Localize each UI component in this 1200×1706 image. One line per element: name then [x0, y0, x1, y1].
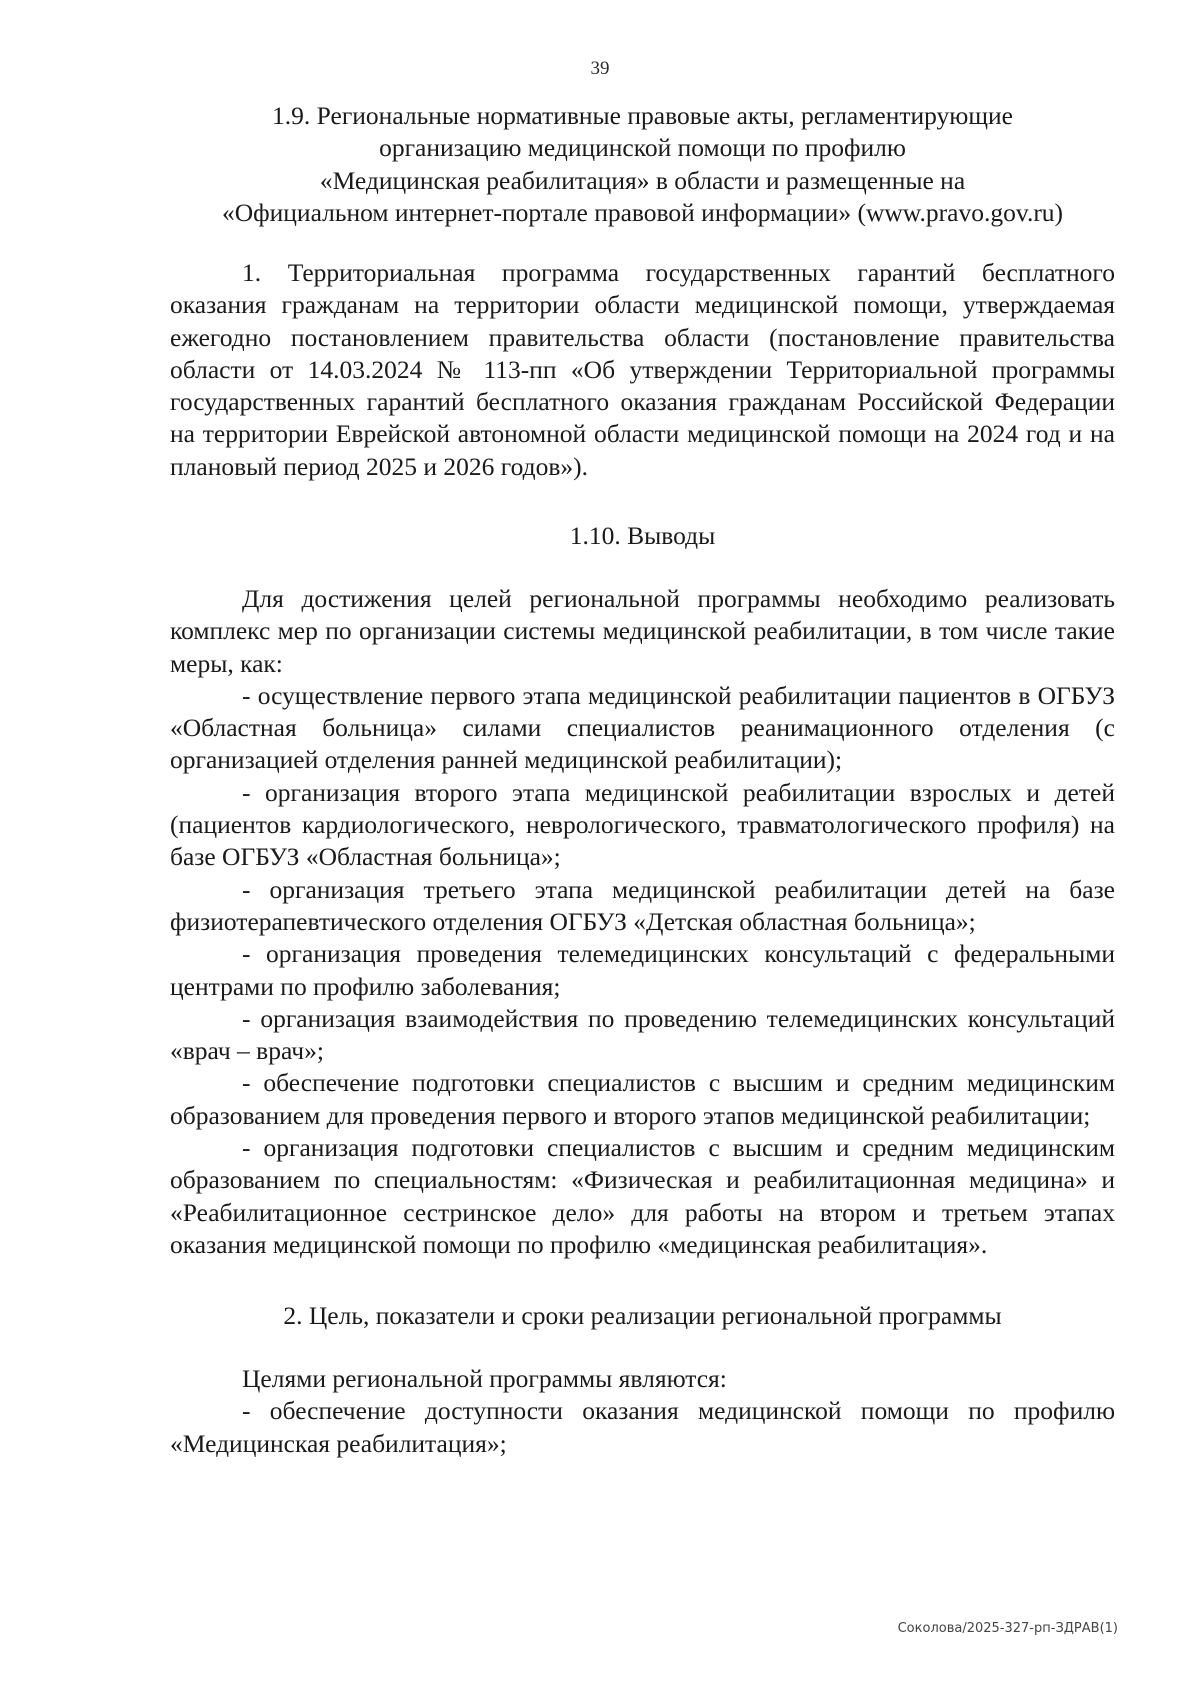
- section-1-10-heading: [170, 520, 1115, 552]
- section-heading: 2. Цель, показатели и сроки реализации региональной программы: [283, 1301, 1002, 1330]
- section-heading: 1.10. Выводы: [569, 521, 716, 550]
- section-1-10-body: [170, 583, 1115, 1261]
- section-1-9-heading-line: «Официальном интернет-портале правовой информации» (www.pravo.gov.ru): [221, 197, 1064, 227]
- section-1-9-heading-line: организацию медицинской помощи по профилю: [379, 133, 906, 163]
- list-item: - обеспечение доступности оказания медицинской помощи по профилю «Медицинская реабилитация»;: [170, 1396, 1115, 1458]
- list-item: - осуществление первого этапа медицинской реабилитации пациентов в ОГБУЗ «Областная больница» силами специалистов реанимационного отделения (с организацией отделения ранней медицинской реабилитации);: [170, 680, 1115, 775]
- section-2-heading: [170, 1300, 1115, 1332]
- list-item: 1. Территориальная программа государственных гарантий бесплатного оказания гражданам на территории области медицинской помощи, утверждаемая ежегодно постановлением правительства области (постановление правительства области от 14.03.2024 № 113-пп «Об утверждении Территориальной программы государственных гарантий бесплатного оказания гражданам Российской Федерации на территории Еврейской автономной области медицинской помощи на 2024 год и на плановый период 2025 и 2026 годов»).: [170, 258, 1115, 481]
- list-item: - организация второго этапа медицинской реабилитации взрослых и детей (пациентов кардиологического, неврологического, травматологического профиля) на базе ОГБУЗ «Областная больница»;: [170, 777, 1115, 872]
- section-1-9-heading-line: 1.9. Региональные нормативные правовые акты, регламентирующие: [272, 101, 1013, 130]
- section-1-9-list: [170, 257, 1115, 483]
- list-item: - организация взаимодействия по проведению телемедицинских консультаций «врач – врач»;: [170, 1003, 1115, 1066]
- document-footer-code: Соколова/2025-327-рп-ЗДРАВ(1): [897, 1621, 1118, 1636]
- paragraph: Целями региональной программы являются:: [242, 1364, 727, 1393]
- section-1-9-heading-line: «Медицинская реабилитация» в области и размещенные на: [319, 165, 966, 195]
- list-item: - обеспечение подготовки специалистов с высшим и средним медицинским образованием для проведения первого и второго этапов медицинской реабилитации;: [170, 1068, 1115, 1130]
- page-number: 39: [590, 58, 610, 79]
- section-1-9-heading: [170, 100, 1115, 229]
- list-item: - организация подготовки специалистов с высшим и средним медицинским образованием по специальностям: «Физическая и реабилитационная медицина» и «Реабилитационное сестринское дело» для работы на втором и третьем этапах оказания медицинской помощи по профилю «медицинская реабилитация».: [170, 1133, 1115, 1259]
- list-item: - организация проведения телемедицинских консультаций с федеральными центрами по профилю заболевания;: [170, 939, 1115, 1001]
- section-2-body: [170, 1363, 1115, 1460]
- list-item: - организация третьего этапа медицинской реабилитации детей на базе физиотерапевтического отделения ОГБУЗ «Детская областная больница»;: [170, 874, 1115, 936]
- paragraph: Для достижения целей региональной программы необходимо реализовать комплекс мер по организации системы медицинской реабилитации, в том числе такие меры, как:: [170, 584, 1115, 678]
